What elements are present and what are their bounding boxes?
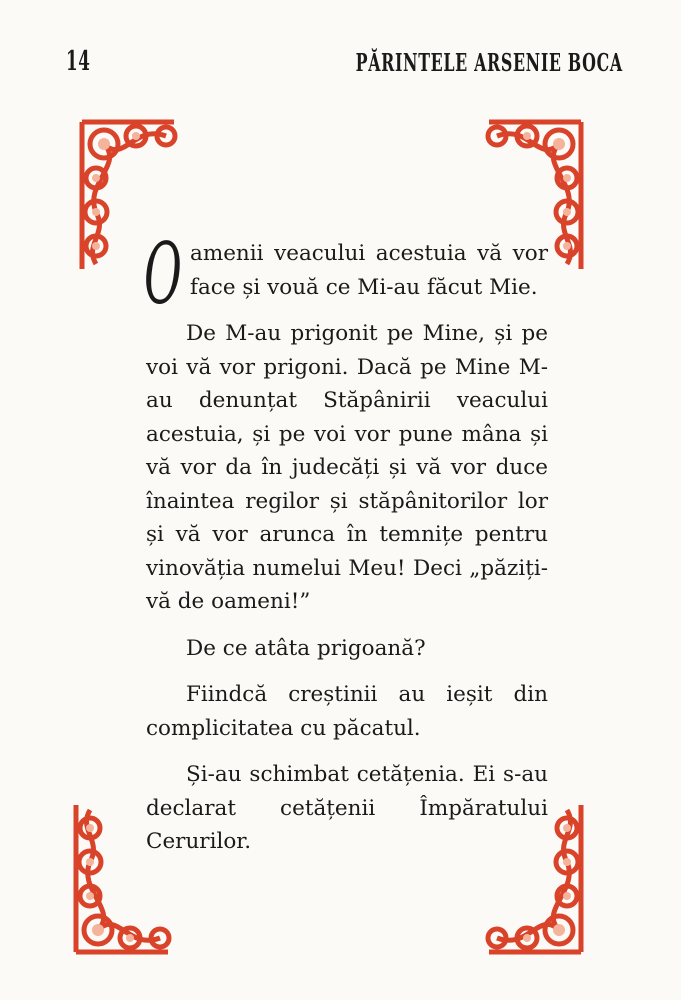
paragraph-4: Fiindcă creștinii au ieșit din complicitatea cu păcatul. xyxy=(146,682,548,741)
paragraph-5: Și-au schimbat cetățenia. Ei s-au declarat cetățenii Împăratului Cerurilor. xyxy=(146,762,548,854)
paragraph-2: De M-au prigonit pe Mine, și pe voi vă vor prigoni. Dacă pe Mine M-au denunțat Stăpânirii veacului acestuia, și pe voi vor pune mâna și vă vor da în judecăți și vă vor duce înaintea regilor și stăpânitorilor lor și vă vor arunca în temnițe pentru vinovăția numelui Meu! Deci „păziți-vă de oameni!” xyxy=(146,321,548,614)
page-number: 14 xyxy=(66,46,91,77)
body-text xyxy=(144,225,548,872)
paragraph-1-text: amenii veacului acestuia vă vor face și vouă ce Mi-au făcut Mie. xyxy=(190,241,548,300)
drop-cap: O xyxy=(144,225,182,323)
running-header: PĂRINTELE ARSENIE BOCA xyxy=(355,48,623,77)
paragraph-1 xyxy=(144,225,548,323)
paragraph-3: De ce atâta prigoană? xyxy=(186,635,426,661)
